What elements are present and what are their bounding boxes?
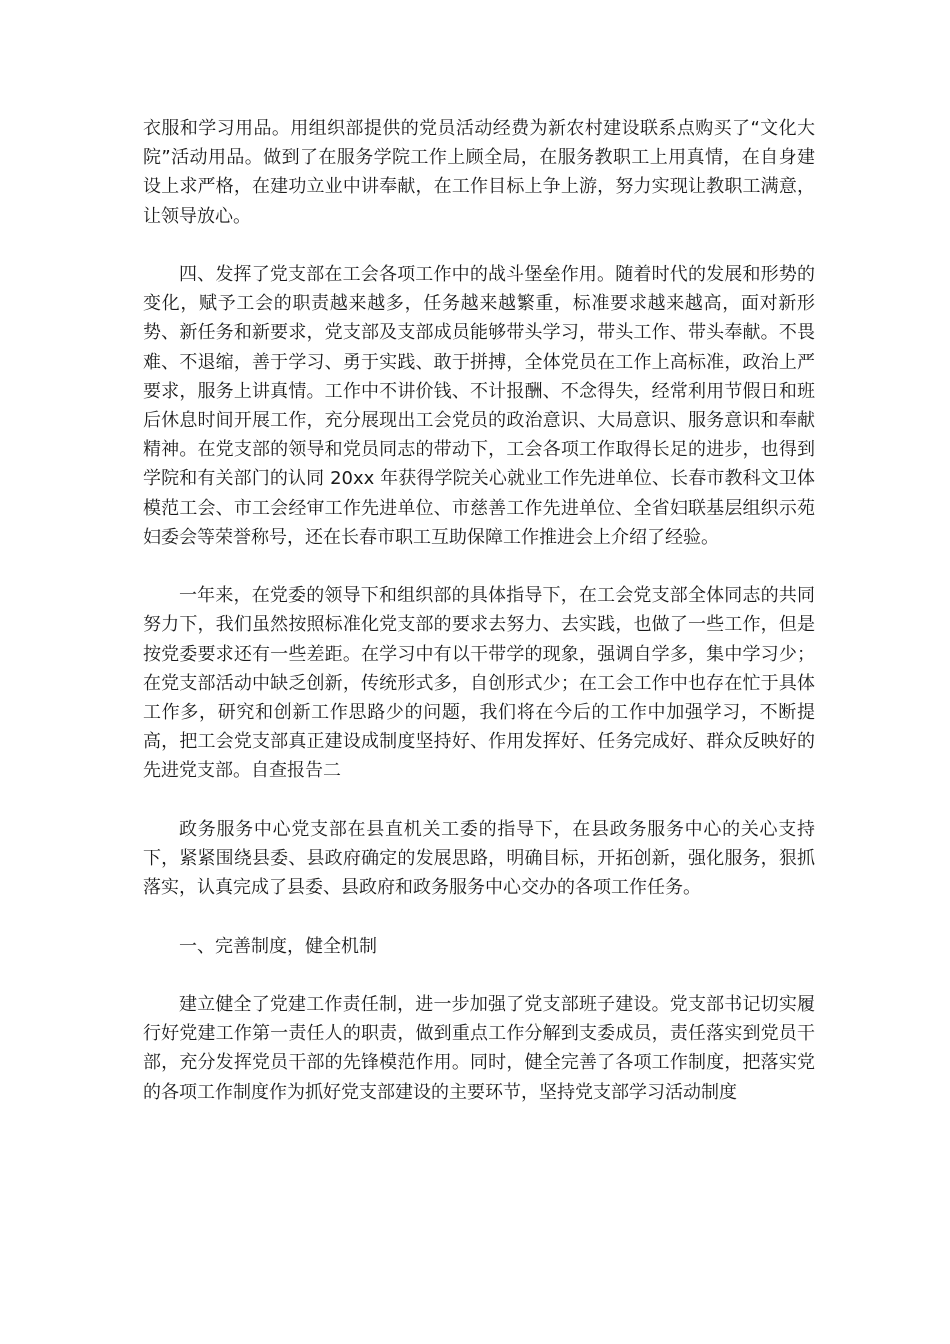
paragraph-continuation: 衣服和学习用品。用组织部提供的党员活动经费为新农村建设联系点购买了“文化大院”活动用品。做到了在服务学院工作上顾全局，在服务教职工上用真情，在自身建设上求严格，在建功立业中讲奉献，在工作目标上争上游，努力实现让教职工满意，让领导放心。 xyxy=(143,118,815,227)
paragraph-section-four: 四、发挥了党支部在工会各项工作中的战斗堡垒作用。随着时代的发展和形势的变化，赋予工会的职责越来越多，任务越来越繁重，标准要求越来越高，面对新形势、新任务和新要求，党支部及支部成员能够带头学习，带头工作、带头奉献。不畏难、不退缩，善于学习、勇于实践、敢于拼搏，全体党员在工作上高标准，政治上严要求，服务上讲真情。工作中不讲价钱、不计报酬、不念得失，经常利用节假日和班后休息时间开展工作，充分展现出工会党员的政治意识、大局意识、服务意识和奉献精神。在党支部的领导和党员同志的带动下，工会各项工作取得长足的进步，也得到学院和有关部门的认同 20xx 年获得学院关心就业工作先进单位、长春市教科文卫体模范工会、市工会经审工作先进单位、市慈善工作先进单位、全省妇联基层组织示苑妇委会等荣誉称号，还在长春市职工互助保障工作推进会上介绍了经验。 xyxy=(143,264,815,548)
paragraph-responsibility: 建立健全了党建工作责任制，进一步加强了党支部班子建设。党支部书记切实履行好党建工作第一责任人的职责，做到重点工作分解到支委成员，责任落实到党员干部，充分发挥党员干部的先锋模范作用。同时，健全完善了各项工作制度，把落实党的各项工作制度作为抓好党支部建设的主要环节，坚持党支部学习活动制度 xyxy=(143,994,815,1103)
paragraph-intro-report-two: 政务服务中心党支部在县直机关工委的指导下，在县政务服务中心的关心支持下，紧紧围绕县委、县政府确定的发展思路，明确目标，开拓创新，强化服务，狠抓落实，认真完成了县委、县政府和政务服务中心交办的各项工作任务。 xyxy=(143,818,815,899)
section-heading: 一、完善制度，健全机制 xyxy=(179,935,377,957)
document-body xyxy=(143,114,815,1136)
paragraph-summary: 一年来，在党委的领导下和组织部的具体指导下，在工会党支部全体同志的共同努力下，我们虽然按照标准化党支部的要求去努力、去实践，也做了一些工作，但是按党委要求还有一些差距。在学习中有以干带学的现象，强调自学多，集中学习少；在党支部活动中缺乏创新，传统形式多，自创形式少；在工会工作中也存在忙于具体工作多，研究和创新工作思路少的问题，我们将在今后的工作中加强学习，不断提高，把工会党支部真正建设成制度坚持好、作用发挥好、任务完成好、群众反映好的先进党支部。自查报告二 xyxy=(143,585,815,782)
